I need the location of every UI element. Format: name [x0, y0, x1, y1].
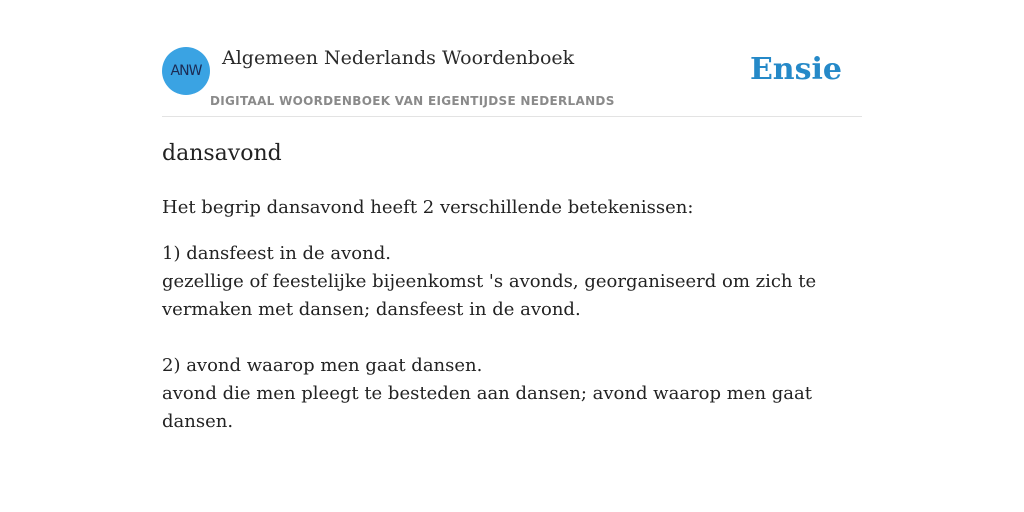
meaning-label: 2) avond waarop men gaat dansen.: [162, 355, 483, 376]
meaning-definition: avond die men pleegt te besteden aan dansen; avond waarop men gaat dansen.: [162, 383, 812, 432]
site-subtitle: DIGITAAL WOORDENBOEK VAN EIGENTIJDSE NEDERLANDS: [210, 94, 615, 108]
meaning-item: [162, 240, 872, 324]
anw-logo-text: ANW: [170, 63, 202, 79]
ensie-brand-link[interactable]: Ensie: [749, 52, 842, 87]
meaning-item: [162, 352, 872, 436]
entry-intro: Het begrip dansavond heeft 2 verschillende betekenissen:: [162, 197, 694, 218]
anw-logo[interactable]: [162, 47, 210, 95]
meaning-definition: gezellige of feestelijke bijeenkomst 's avonds, georganiseerd om zich te vermaken met dansen; dansfeest in de avond.: [162, 271, 817, 320]
site-header: [162, 46, 862, 117]
headword: dansavond: [162, 141, 282, 166]
meaning-label: 1) dansfeest in de avond.: [162, 243, 391, 264]
entry-content: [162, 138, 872, 436]
site-title[interactable]: Algemeen Nederlands Woordenboek: [222, 47, 575, 69]
